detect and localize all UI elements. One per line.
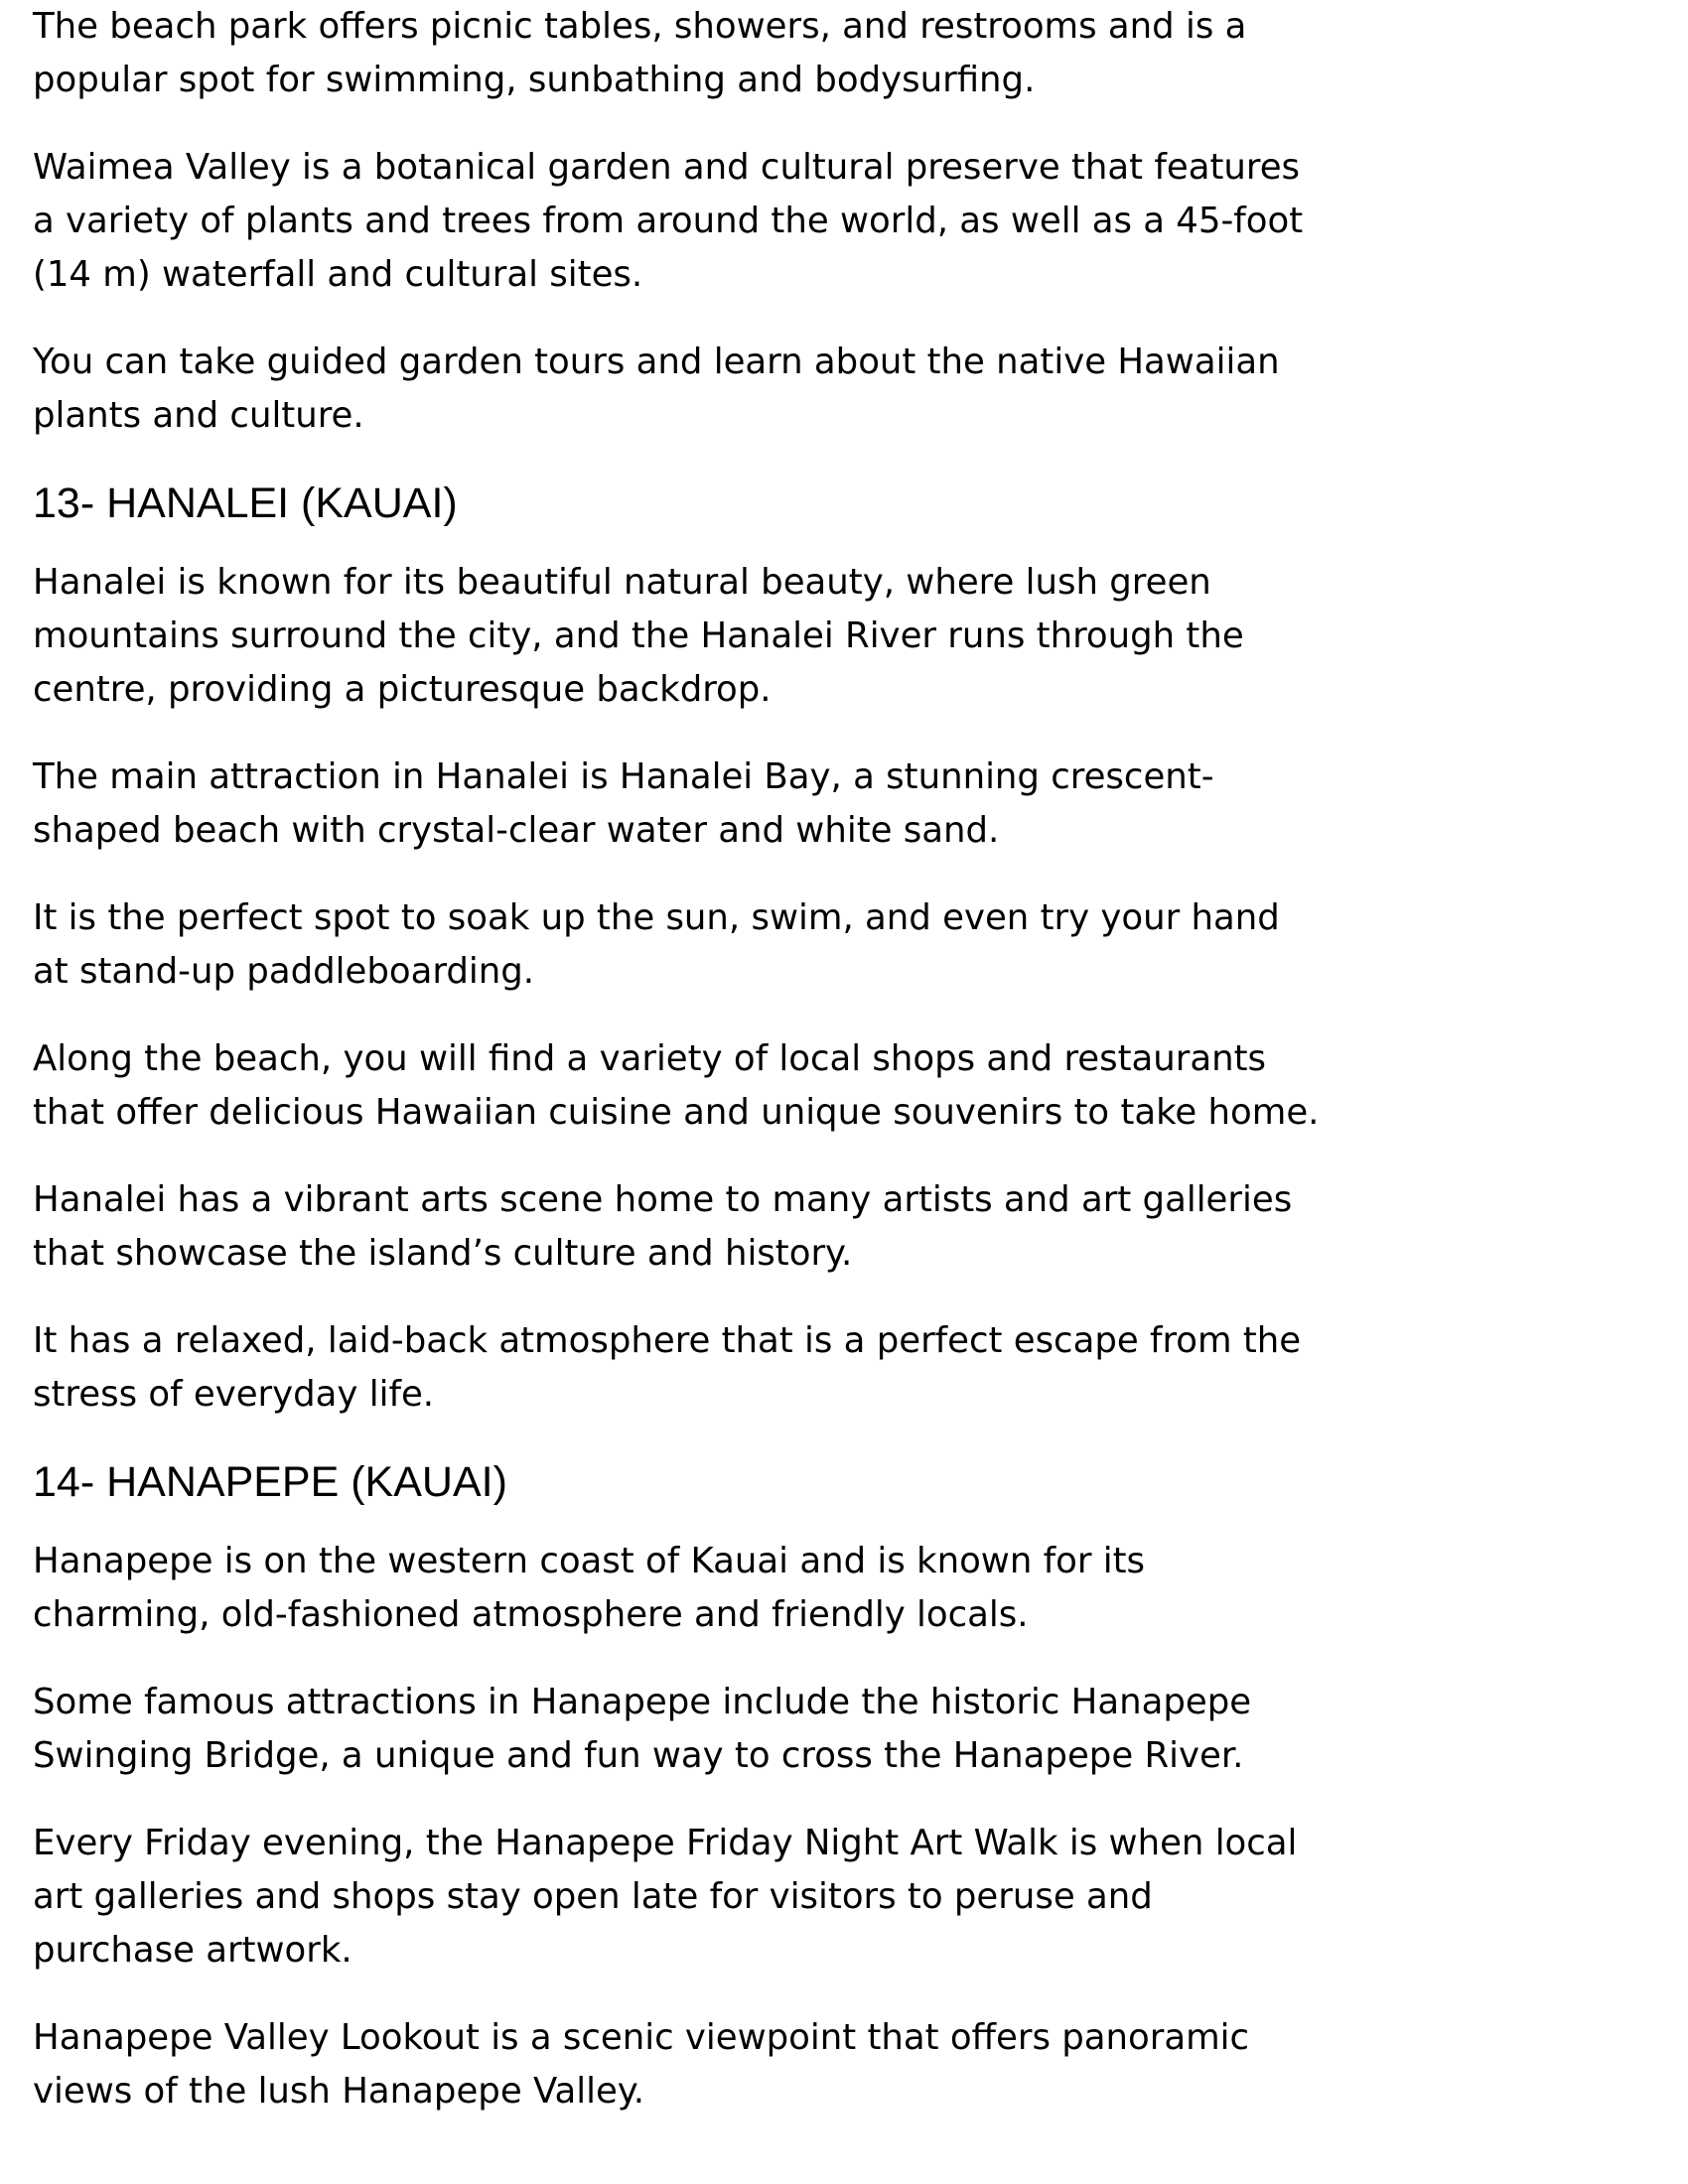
intro-paragraph: You can take guided garden tours and learn about the native Hawaiian plants and culture. — [33, 341, 1280, 436]
section-heading-hanapepe: 14- HANAPEPE (KAUAI) — [33, 1458, 507, 1506]
hanalei-paragraph: Hanalei is known for its beautiful natural beauty, where lush green mountains surround the city, and the Hanalei River runs through the centre, providing a picturesque backdrop. — [33, 562, 1244, 710]
hanalei-paragraph: Hanalei has a vibrant arts scene home to many artists and art galleries that showcase the island’s culture and history. — [33, 1179, 1293, 1274]
article-body — [33, 0, 1324, 2152]
section-heading-hanalei: 13- HANALEI (KAUAI) — [33, 479, 458, 527]
hanalei-paragraph: It has a relaxed, laid-back atmosphere that is a perfect escape from the stress of everyday life. — [33, 1320, 1302, 1415]
hanalei-paragraph: It is the perfect spot to soak up the sun, swim, and even try your hand at stand-up paddleboarding. — [33, 897, 1280, 992]
intro-paragraph: Waimea Valley is a botanical garden and cultural preserve that features a variety of plants and trees from around the world, as well as a 45-foot (14 m) waterfall and cultural sites. — [33, 147, 1304, 295]
intro-paragraph: The beach park offers picnic tables, showers, and restrooms and is a popular spot for swimming, sunbathing and bodysurfing. — [33, 6, 1247, 100]
hanapepe-paragraph: Hanapepe Valley Lookout is a scenic viewpoint that offers panoramic views of the lush Hanapepe Valley. — [33, 2017, 1250, 2112]
hanapepe-paragraph: Some famous attractions in Hanapepe include the historic Hanapepe Swinging Bridge, a unique and fun way to cross the Hanapepe River. — [33, 1682, 1252, 1776]
hanalei-paragraph: The main attraction in Hanalei is Hanalei Bay, a stunning crescent-shaped beach with crystal-clear water and white sand. — [33, 756, 1214, 851]
hanapepe-paragraph: Hanapepe is on the western coast of Kauai and is known for its charming, old-fashioned atmosphere and friendly locals. — [33, 1541, 1146, 1635]
hanalei-paragraph: Along the beach, you will find a variety of local shops and restaurants that offer delicious Hawaiian cuisine and unique souvenirs to take home. — [33, 1038, 1320, 1133]
hanapepe-paragraph: Every Friday evening, the Hanapepe Friday Night Art Walk is when local art galleries and shops stay open late for visitors to peruse and purchase artwork. — [33, 1823, 1298, 1971]
